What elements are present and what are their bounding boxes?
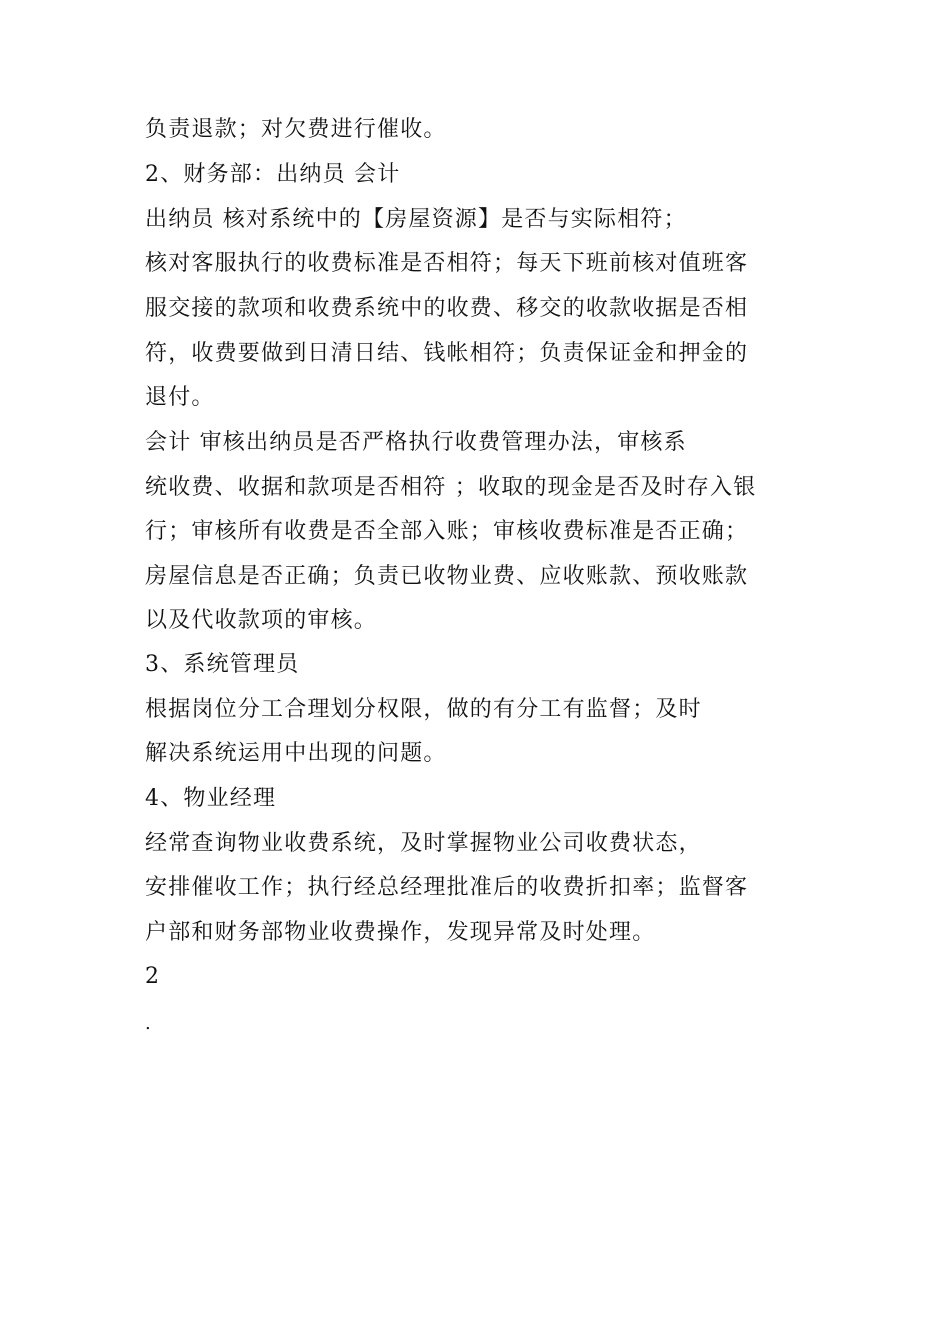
text-line: 行；审核所有收费是否全部入账；审核收费标准是否正确； bbox=[145, 519, 749, 544]
text-line: 符，收费要做到日清日结、钱帐相符；负责保证金和押金的 bbox=[145, 341, 749, 366]
text-line: 核对客服执行的收费标准是否相符；每天下班前核对值班客 bbox=[145, 251, 749, 276]
page-number: 2 bbox=[145, 964, 161, 989]
trailing-mark: . bbox=[145, 1013, 151, 1034]
text-line: 解决系统运用中出现的问题。 bbox=[145, 741, 447, 766]
text-line: 会计 审核出纳员是否严格执行收费管理办法，审核系 bbox=[145, 430, 687, 455]
text-line: 退付。 bbox=[145, 385, 215, 410]
text-line: 根据岗位分工合理划分权限，做的有分工有监督；及时 bbox=[145, 697, 702, 722]
text-line: 户部和财务部物业收费操作，发现异常及时处理。 bbox=[145, 920, 656, 945]
text-line: 统收费、收据和款项是否相符 ；收取的现金是否及时存入银 bbox=[145, 475, 757, 500]
text-line: 负责退款；对欠费进行催收。 bbox=[145, 117, 447, 142]
section-heading: 2、财务部：出纳员 会计 bbox=[145, 162, 401, 187]
text-line: 出纳员 核对系统中的【房屋资源】是否与实际相符； bbox=[145, 207, 687, 232]
text-line: 经常查询物业收费系统，及时掌握物业公司收费状态， bbox=[145, 831, 702, 856]
text-line: 房屋信息是否正确；负责已收物业费、应收账款、预收账款 bbox=[145, 564, 749, 589]
text-line: 以及代收款项的审核。 bbox=[145, 608, 378, 633]
text-line: 服交接的款项和收费系统中的收费、移交的收款收据是否相 bbox=[145, 296, 749, 321]
section-heading: 3、系统管理员 bbox=[145, 652, 300, 677]
text-line: 安排催收工作；执行经总经理批准后的收费折扣率；监督客 bbox=[145, 875, 749, 900]
section-heading: 4、物业经理 bbox=[145, 786, 277, 811]
